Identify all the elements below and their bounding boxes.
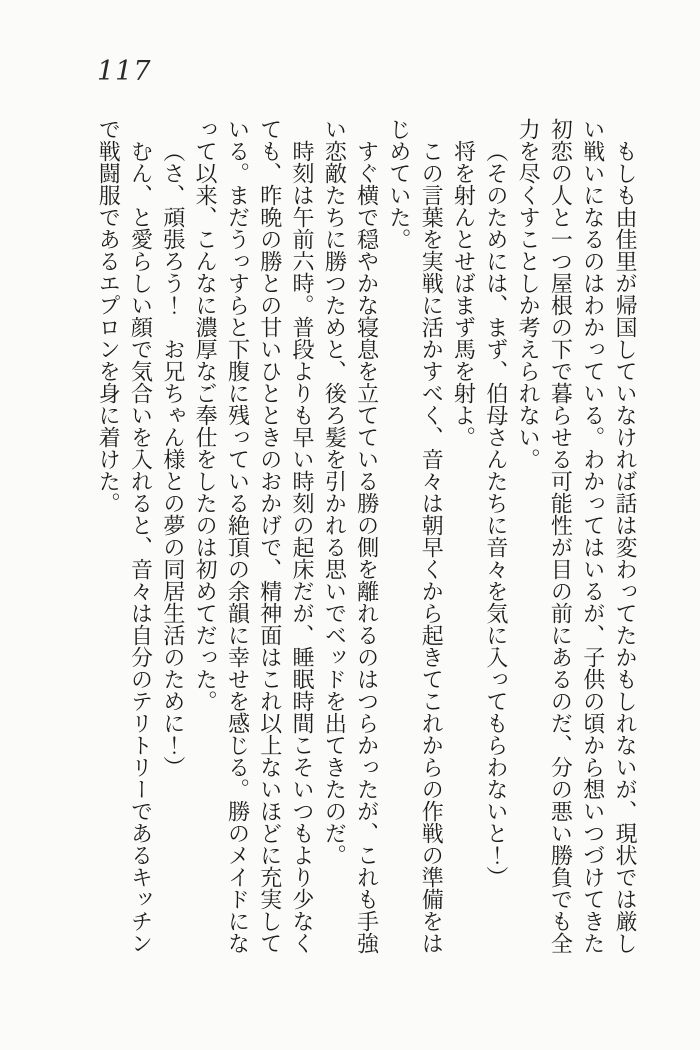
paragraph-5: すぐ横で穏やかな寝息を立てている勝の側を離れるのはつらかったが、これも手強い恋敵たちに勝つためと、後ろ髪を引かれる思いでベッドを出てきたのだ。 (321, 118, 379, 954)
paragraph-8: むん、と愛らしい顔で気合いを入れると、音々は自分のテリトリーであるキッチンで戦闘服であるエプロンを身に着けた。 (95, 118, 153, 954)
paragraph-3: 将を射んとせばまず馬を射よ。 (450, 140, 476, 448)
paragraph-2: （そのためには、まず、伯母さんたちに音々を気に入ってもらわないと！） (482, 140, 508, 888)
paragraph-4: この言葉を実戦に活かすべく、音々は朝早くから起きてこれからの作戦の準備をはじめていた。 (385, 118, 444, 954)
paragraph-6: 時刻は午前六時。普段よりも早い時刻の起床だが、睡眠時間こそいつもより少なくても、昨晩の勝との甘いひとときのおかげで、精神面はこれ以上ないほどに充実している。まだうっすらと下腹に残っている絶頂の余韻に幸せを感じる。勝のメイドになって以来、こんなに濃厚なご奉仕をしたのは初めてだった。 (192, 118, 315, 954)
page-number: 117 (97, 56, 152, 87)
vertical-text-block (90, 118, 640, 960)
paragraph-1: もしも由佳里が帰国していなければ話は変わってたかもしれないが、現状では厳しい戦いになるのはわかっている。わかってはいるが、子供の頃から想いつづけてきた初恋の人と一つ屋根の下で暮らせる可能性が目の前にあるのだ、分の悪い勝負でも全力を尽くすことしか考えられない。 (515, 118, 637, 954)
paragraph-7: （さ、頑張ろう！ お兄ちゃん様との夢の同居生活のために！） (159, 140, 185, 778)
